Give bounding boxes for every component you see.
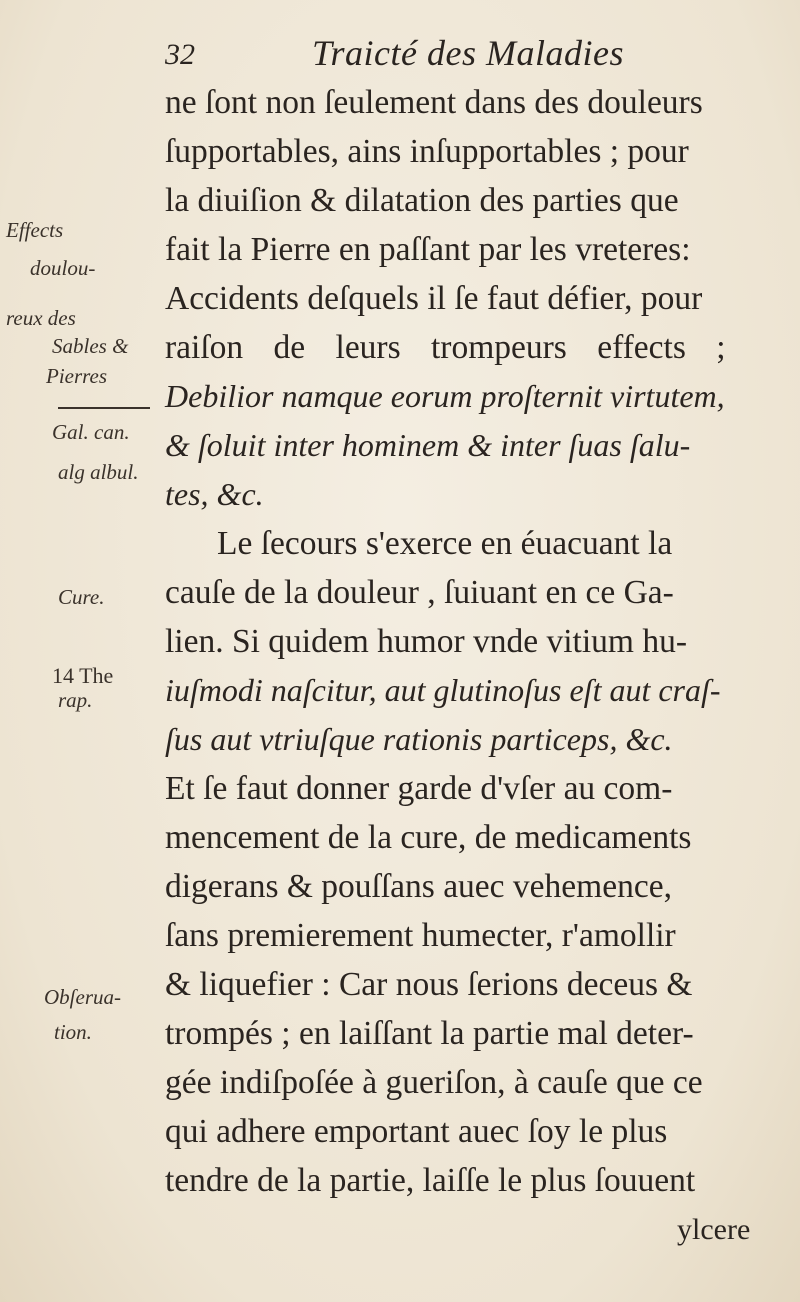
page-number: 32 <box>165 38 195 71</box>
margin-note-therap-1: 14 The <box>52 663 114 688</box>
text-line-latin: & ſoluit inter hominem & inter ſuas ſalu- <box>165 427 691 463</box>
margin-note-gal-1: Gal. can. <box>52 420 130 444</box>
margin-note-effects-1: Effects <box>6 218 64 242</box>
text-line: ſupportables, ains inſupportables ; pour <box>165 133 689 170</box>
running-title: Traicté des Maladies <box>312 33 624 73</box>
text-line: Le ſecours s'exerce en éuacuant la <box>217 525 673 562</box>
margin-note-therap-2: rap. <box>58 688 93 712</box>
text-line: gée indiſpoſée à gueriſon, à cauſe que ce <box>165 1064 703 1101</box>
margin-note-gal-2: alg albul. <box>58 460 139 484</box>
text-line: mencement de la cure, de medicaments <box>165 819 692 856</box>
text-line: Et ſe faut donner garde d'vſer au com- <box>165 770 673 807</box>
margin-note-cure: Cure. <box>58 585 105 609</box>
text-line: tendre de la partie, laiſſe le plus ſouuent <box>165 1162 696 1199</box>
text-line-latin: iuſmodi naſcitur, aut glutinoſus eſt aut craſ- <box>165 672 721 708</box>
text-line: ſans premierement humecter, r'amollir <box>165 917 676 954</box>
text-line: qui adhere emportant auec ſoy le plus <box>165 1113 668 1150</box>
text-line-latin: tes, &c. <box>165 476 264 512</box>
text-line: la diuiſion & dilatation des parties que <box>165 182 679 219</box>
text-line: cauſe de la douleur , ſuiuant en ce Ga- <box>165 574 674 611</box>
margin-note-effects-5: Pierres <box>46 364 108 388</box>
body-text <box>165 78 795 1254</box>
text-line: Accidents deſquels il ſe faut défier, pour <box>165 280 703 317</box>
text-line: lien. Si quidem humor vnde vitium hu- <box>165 623 687 660</box>
text-line-latin: ſus aut vtriuſque rationis particeps, &c. <box>165 721 673 757</box>
margin-note-effects-4: Sables & <box>52 334 129 358</box>
catchword: ylcere <box>677 1213 751 1246</box>
text-line: raiſon de leurs trompeurs effects ; <box>165 329 726 366</box>
text-line: & liquefier : Car nous ſerions deceus & <box>165 966 693 1003</box>
margin-note-effects-3: reux des <box>6 306 76 330</box>
margin-note-effects-2: doulou- <box>30 256 96 280</box>
text-line-latin: Debilior namque eorum proſternit virtutem, <box>165 378 725 414</box>
text-line: trompés ; en laiſſant la partie mal deter- <box>165 1015 694 1052</box>
text-line: ne ſont non ſeulement dans des douleurs <box>165 84 703 121</box>
text-line: digerans & pouſſans auec vehemence, <box>165 868 672 905</box>
margin-notes <box>0 0 160 1302</box>
margin-note-observation-1: Obſerua- <box>44 985 121 1009</box>
margin-rule <box>58 407 150 409</box>
text-line: fait la Pierre en paſſant par les vreteres: <box>165 231 691 268</box>
margin-note-observation-2: tion. <box>54 1020 92 1044</box>
